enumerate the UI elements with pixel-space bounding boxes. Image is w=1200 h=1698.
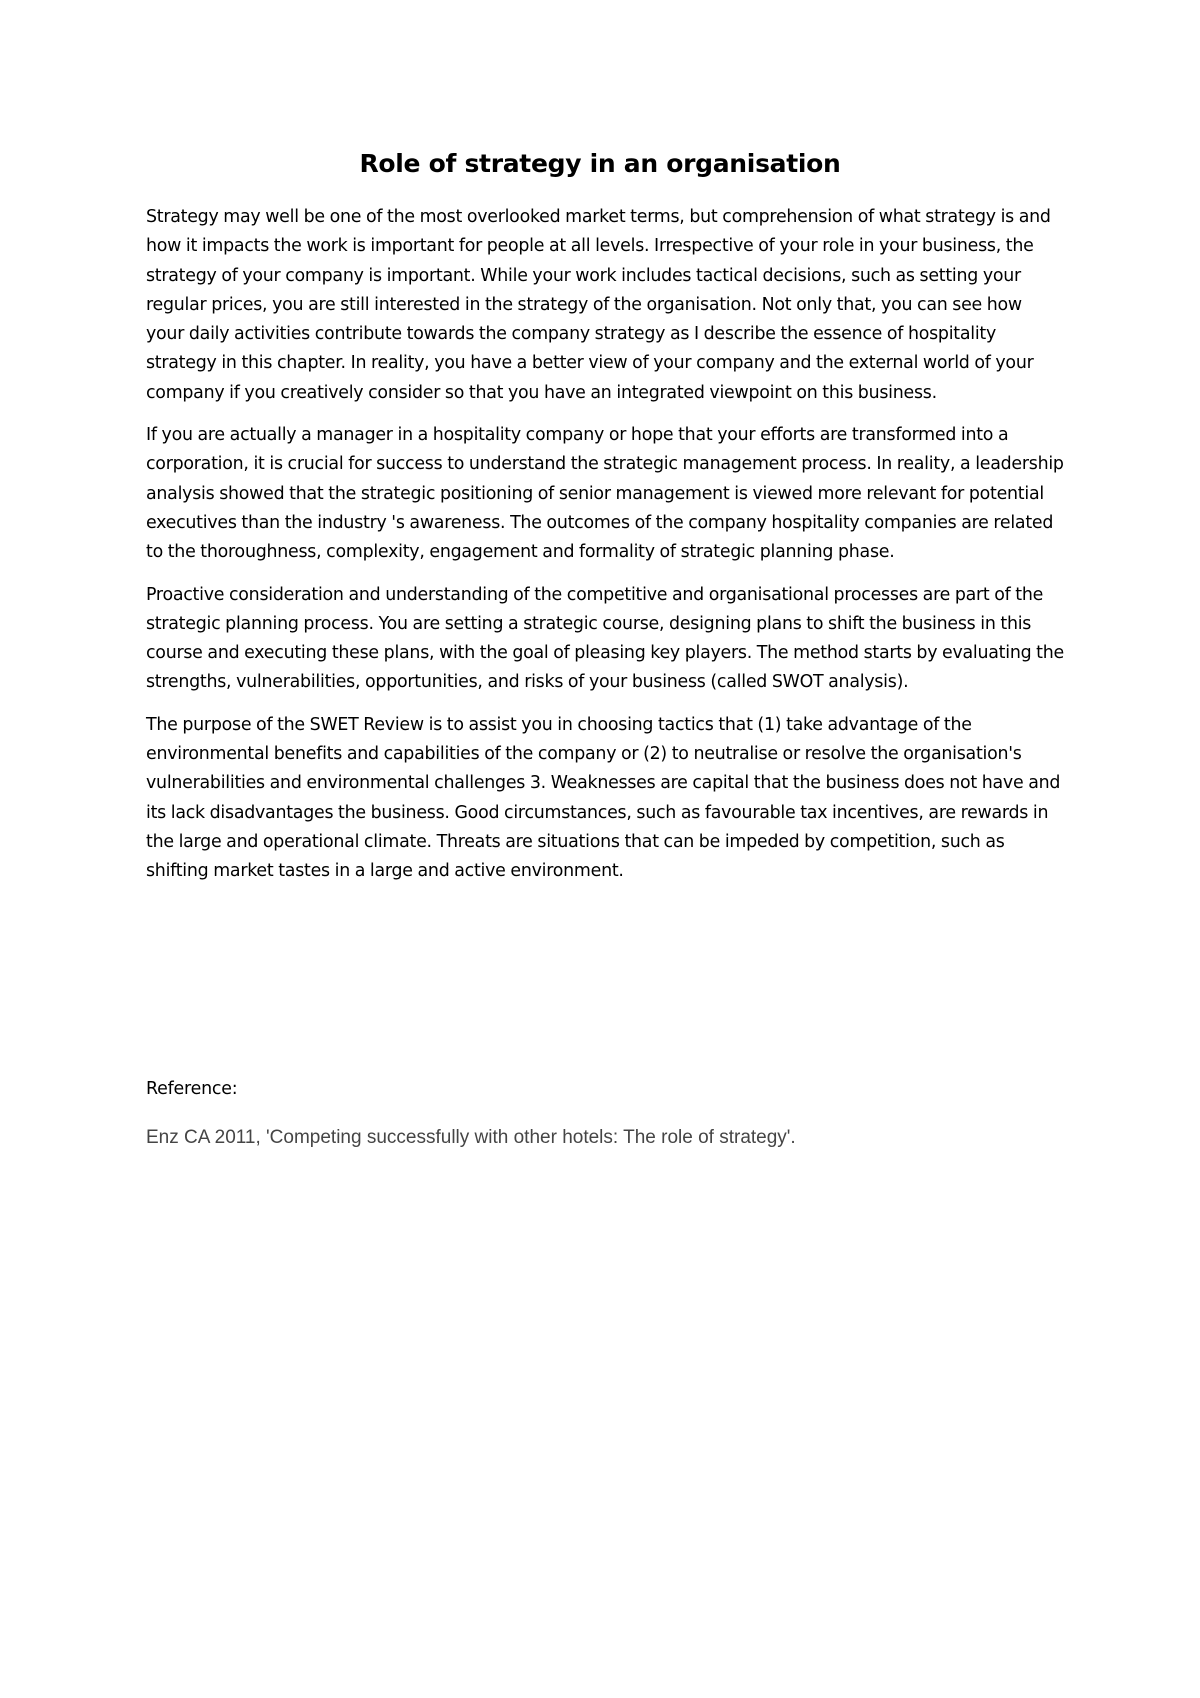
reference-heading: Reference: [146, 1079, 238, 1099]
document-title: Role of strategy in an organisation [359, 149, 841, 178]
reference-entry: Enz CA 2011, 'Competing successfully with other hotels: The role of strategy'. [146, 1127, 796, 1148]
paragraph-3: Proactive consideration and understanding of the competitive and organisational processes are part of the strategic planning process. You are setting a strategic course, designing plans to shift the business in this course and executing these plans, with the goal of pleasing key players. The method starts by evaluating the strengths, vulnerabilities, opportunities, and risks of your business (called SWOT analysis). [146, 584, 1064, 693]
paragraph-1: Strategy may well be one of the most overlooked market terms, but comprehension of what strategy is and how it impacts the work is important for people at all levels. Irrespective of your role in your business, the strategy of your company is important. While your work includes tactical decisions, such as setting your regular prices, you are still interested in the strategy of the organisation. Not only that, you can see how your daily activities contribute towards the company strategy as I describe the essence of hospitality strategy in this chapter. In reality, you have a better view of your company and the external world of your company if you creatively consider so that you have an integrated viewpoint on this business. [146, 207, 1051, 403]
paragraph-4: The purpose of the SWET Review is to assist you in choosing tactics that (1) take advantage of the environmental benefits and capabilities of the company or (2) to neutralise or resolve the organisation's vulnerabilities and environmental challenges 3. Weaknesses are capital that the business does not have and its lack disadvantages the business. Good circumstances, such as favourable tax incentives, are rewards in the large and operational climate. Threats are situations that can be impeded by competition, such as shifting market tastes in a large and active environment. [146, 714, 1061, 882]
document-body [146, 203, 1064, 900]
paragraph-2: If you are actually a manager in a hospitality company or hope that your efforts are transformed into a corporation, it is crucial for success to understand the strategic management process. In reality, a leadership analysis showed that the strategic positioning of senior management is viewed more relevant for potential executives than the industry 's awareness. The outcomes of the company hospitality companies are related to the thoroughness, complexity, engagement and formality of strategic planning phase. [146, 425, 1064, 563]
